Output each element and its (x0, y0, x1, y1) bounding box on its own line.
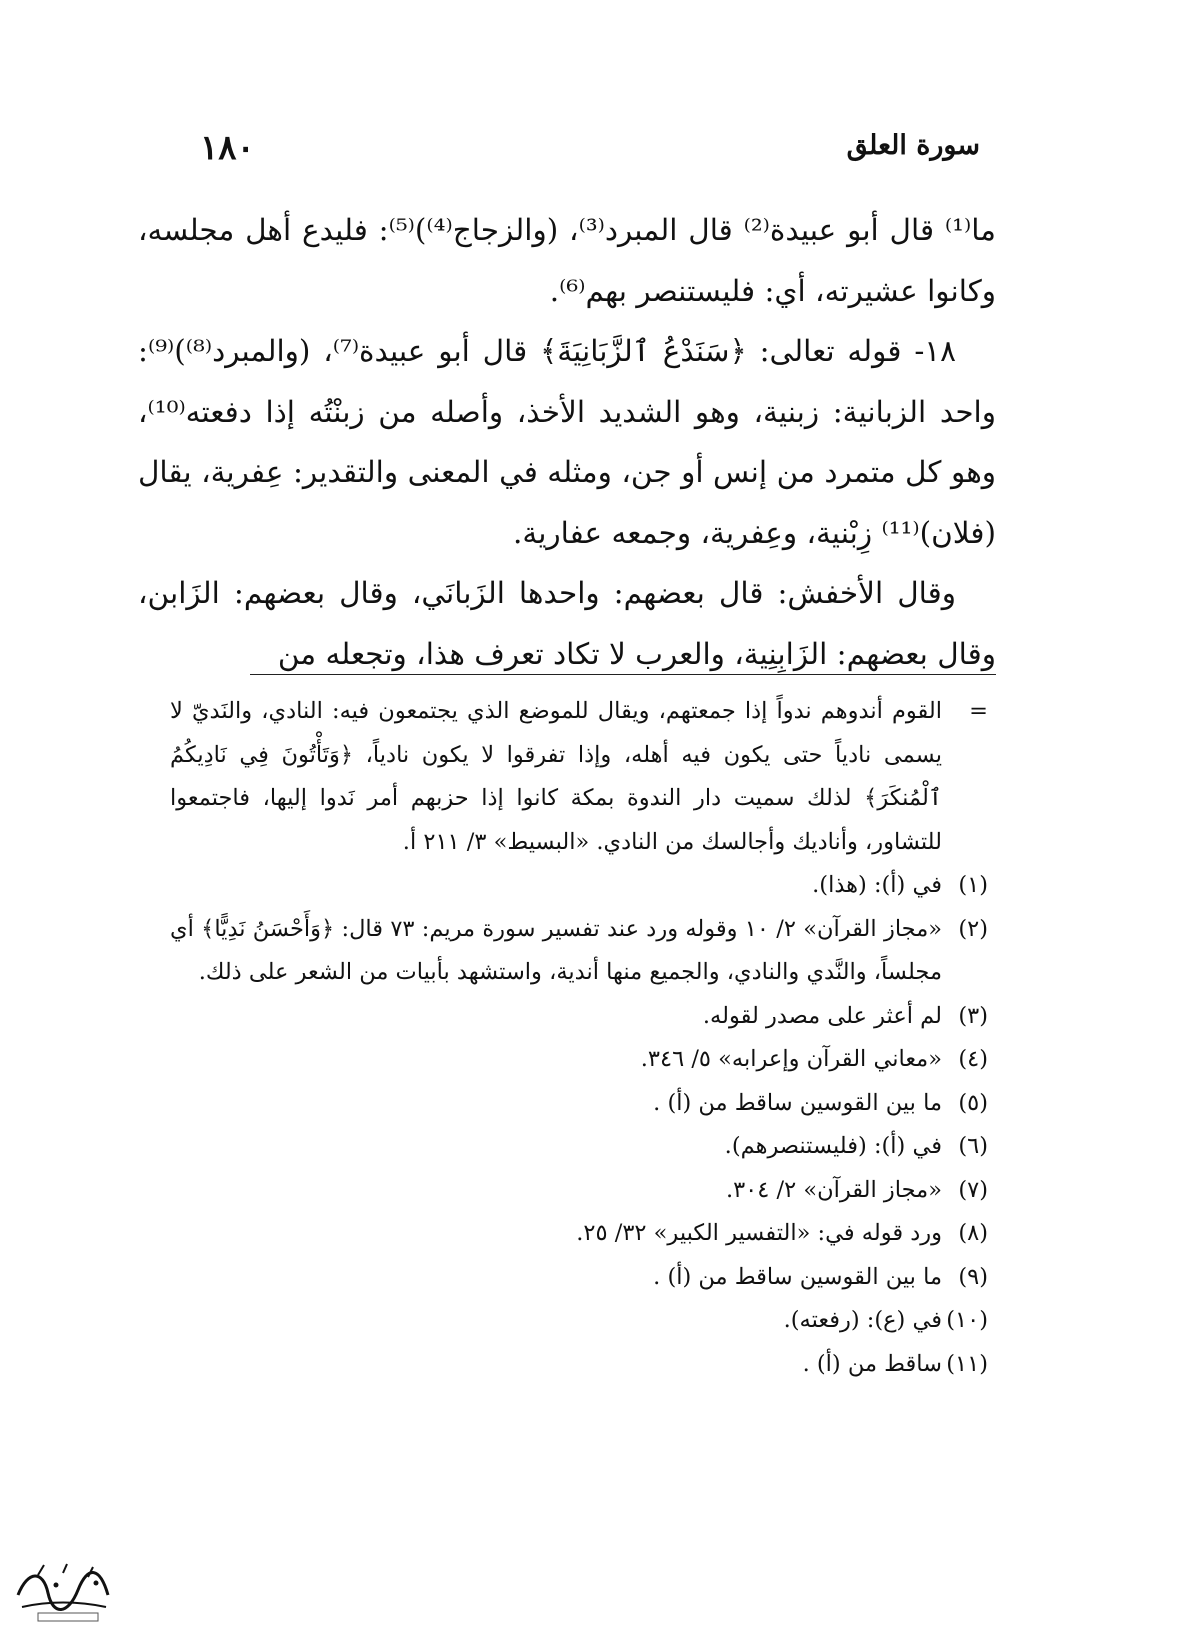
footnote-text: لم أعثر على مصدر لقوله. (702, 1002, 942, 1029)
footnote-item (170, 908, 988, 995)
footnote-number: (١٠) (946, 1307, 988, 1333)
paragraph: ١٨- قوله تعالى: ﴿سَنَدْعُ ٱلزَّبَانِيَةَ﴾ قال أبو عبيدة⁽⁷⁾، (والمبرد⁽⁸⁾)⁽⁹⁾: واحد الزبانية: زبنية، وهو الشديد الأخذ، وأصله من زبنْتُه إذا دفعته⁽¹⁰⁾، وهو كل متمرد من إنس أو جن، ومثله في المعنى والتقدير: عِفرية، يقال (فلان)⁽¹¹⁾ زِبْنية، وعِفرية، وجمعه عفارية. (138, 334, 996, 550)
footnote-item (170, 1299, 988, 1343)
footnote-number: (٩) (958, 1263, 988, 1290)
footnote-number: (٢) (958, 915, 988, 942)
surah-title: سورة العلق (846, 130, 980, 161)
footnote-number: (٦) (958, 1133, 988, 1159)
footnote-item (170, 1212, 988, 1256)
footnote-item (170, 995, 988, 1039)
footnote-text: في (أ): (فليستنصرهم). (724, 1133, 942, 1159)
footnote-number: = (969, 698, 988, 724)
footnote-text: ساقط من (أ) . (802, 1350, 942, 1377)
footnote-text: القوم أندوهم ندواً إذا جمعتهم، ويقال للموضع الذي يجتمعون فيه: النادي، والنَديّ لا يسمى نادياً حتى يكون فيه أهله، وإذا تفرقوا لا يكون نادياً، ﴿وَتَأْتُونَ فِي نَادِيكُمُ ٱلْمُنكَرَ﴾ لذلك سميت دار الندوة بمكة كانوا إذا حزبهم أمر نَدوا إليها، فاجتمعوا للتشاور، وأناديك وأجالسك من النادي. «البسيط» ٣/ ٢١١ أ. (170, 698, 942, 855)
footnote-text: «معاني القرآن وإعرابه» ٥/ ٣٤٦. (640, 1046, 942, 1072)
footnote-item (170, 690, 988, 864)
paragraph: وقال الأخفش: قال بعضهم: واحدها الزَبانَي، وقال بعضهم: الزَابن، وقال بعضهم: الزَابِنِية، والعرب لا تكاد تعرف هذا، وتجعله من (138, 576, 996, 671)
page-header (200, 128, 980, 188)
footnote-divider (250, 674, 996, 675)
footnote-item (170, 1038, 988, 1082)
footnotes (170, 690, 988, 1386)
footnote-text: في (ع): (رفعته). (783, 1307, 942, 1333)
footnote-number: (٨) (958, 1220, 988, 1246)
footnote-text: في (أ): (هذا). (812, 872, 942, 898)
footnote-item (170, 1082, 988, 1126)
main-text (138, 200, 996, 684)
footnote-text: ما بين القوسين ساقط من (أ) . (653, 1089, 942, 1116)
footnote-number: (١) (958, 872, 988, 898)
publisher-logo (8, 1555, 118, 1627)
footnote-number: (١١) (946, 1350, 988, 1377)
footnote-item (170, 1343, 988, 1387)
footnote-text: ما بين القوسين ساقط من (أ) . (653, 1263, 942, 1290)
footnote-number: (٤) (958, 1046, 988, 1072)
footnote-item (170, 864, 988, 908)
footnote-text: «مجاز القرآن» ٢/ ٣٠٤. (725, 1176, 942, 1203)
paragraph: ما⁽¹⁾ قال أبو عبيدة⁽²⁾ قال المبرد⁽³⁾، (والزجاج⁽⁴⁾)⁽⁵⁾: فليدع أهل مجلسه، وكانوا عشيرته، أي: فليستنصر بهم⁽⁶⁾. (138, 213, 996, 308)
footnote-text: ورد قوله في: «التفسير الكبير» ٣٢/ ٢٥. (576, 1220, 942, 1246)
footnote-item (170, 1169, 988, 1213)
footnote-item (170, 1125, 988, 1169)
footnote-number: (٧) (958, 1176, 988, 1203)
footnote-number: (٥) (958, 1089, 988, 1116)
page-number: ١٨٠ (200, 128, 255, 168)
footnote-number: (٣) (958, 1002, 988, 1029)
footnote-item (170, 1256, 988, 1300)
footnote-text: «مجاز القرآن» ٢/ ١٠ وقوله ورد عند تفسير سورة مريم: ٧٣ قال: ﴿وَأَحْسَنُ نَدِيًّا﴾ أي مجلساً، والنَّدي والنادي، والجميع منها أندية، واستشهد بأبيات من الشعر على ذلك. (170, 915, 943, 985)
